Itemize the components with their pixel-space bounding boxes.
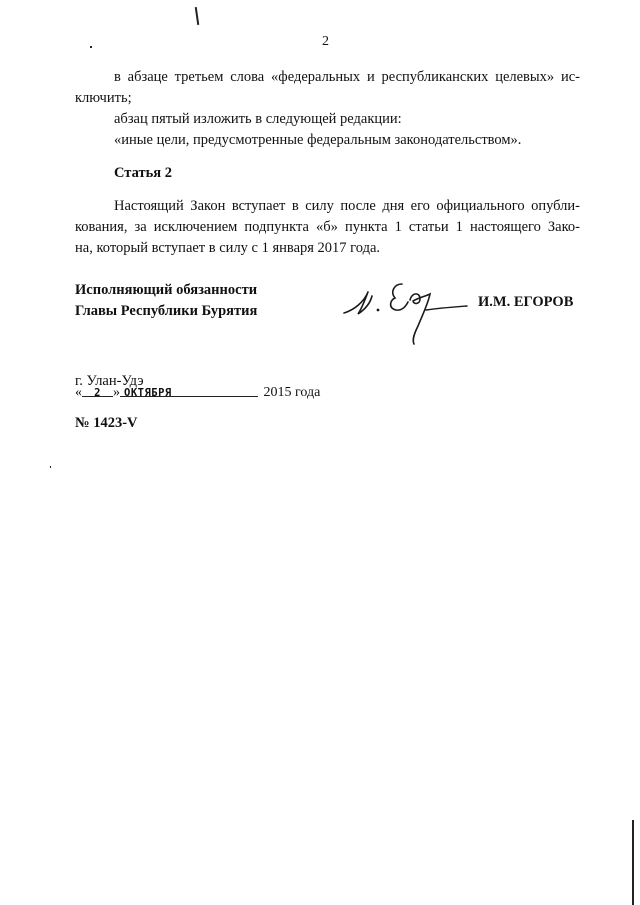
place-city: г. Улан-Удэ xyxy=(75,373,144,389)
scan-dot-left-lower xyxy=(50,466,51,468)
article-line-3: на, который вступает в силу с 1 января 2017 года. xyxy=(75,240,381,256)
signer-title-line-1: Исполняющий обязанности xyxy=(75,282,258,298)
date-day: 2 xyxy=(94,387,101,399)
scan-mark-top xyxy=(195,7,199,25)
handwritten-signature xyxy=(340,270,475,350)
date-day-field xyxy=(82,382,113,397)
date-year: 2015 года xyxy=(263,385,321,400)
scan-dot-left xyxy=(90,46,92,48)
scan-line-right-edge xyxy=(632,820,634,905)
amendment-line-3: абзац пятый изложить в следующей редакции: xyxy=(114,111,402,127)
law-number: № 1423-V xyxy=(75,415,138,431)
article-line-1: Настоящий Закон вступает в силу после дня его официального опубли- xyxy=(114,198,580,214)
date-line xyxy=(75,382,320,404)
signer-name: И.М. ЕГОРОВ xyxy=(478,294,574,310)
date-month: ОКТЯБРЯ xyxy=(124,387,172,399)
date-open-quote: « xyxy=(75,385,82,400)
date-close-quote: » xyxy=(113,385,120,400)
amendment-line-1: в абзаце третьем слова «федеральных и республиканских целевых» ис- xyxy=(114,69,580,85)
article-heading: Статья 2 xyxy=(114,165,172,181)
amendment-line-4: «иные цели, предусмотренные федеральным законодательством». xyxy=(114,132,522,148)
page-number: 2 xyxy=(322,34,329,49)
date-month-field xyxy=(120,382,258,397)
article-line-2: кования, за исключением подпункта «б» пункта 1 статьи 1 настоящего Зако- xyxy=(75,219,580,235)
signer-title-line-2: Главы Республики Бурятия xyxy=(75,303,258,319)
amendment-line-2: ключить; xyxy=(75,90,132,106)
